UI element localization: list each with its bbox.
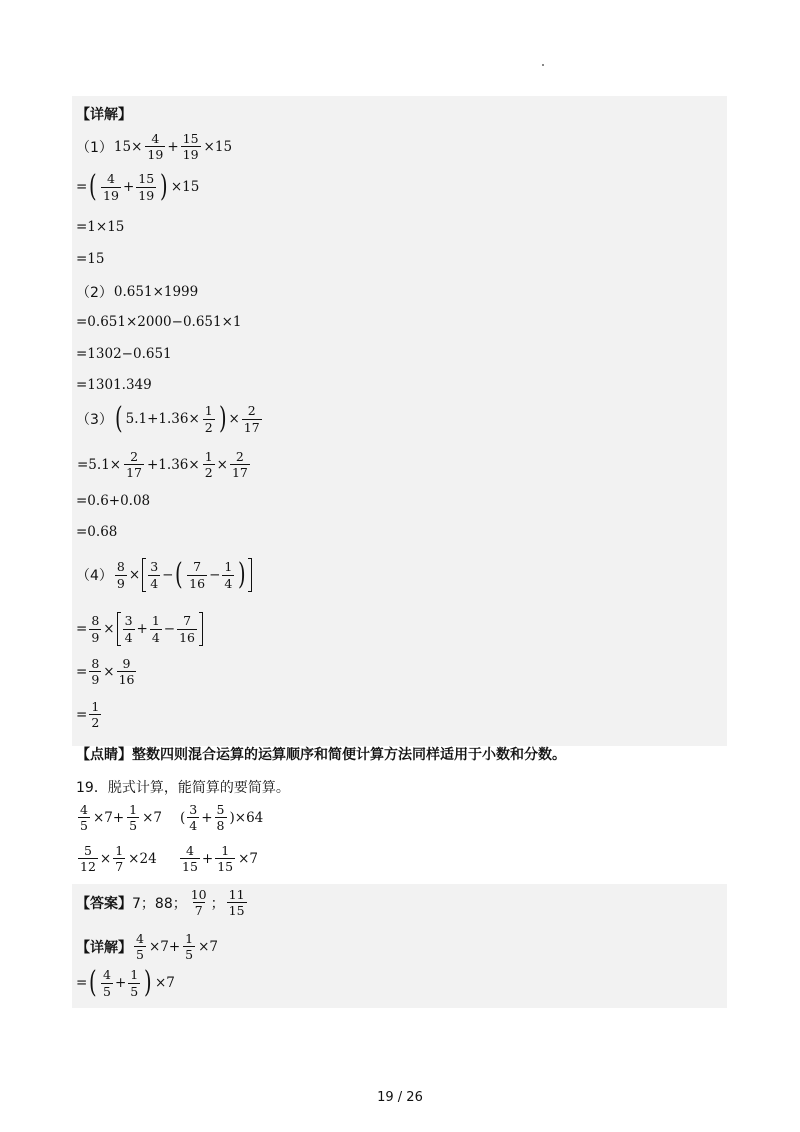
problem-4-step-3: = $\frac{1}{2}$ bbox=[76, 699, 100, 731]
problem-3-step-1: =5.1× $\frac{2}{17}$ +1.36× $\frac{1}{2}$ × $\frac{2}{17}$ bbox=[77, 449, 248, 481]
q19-detail-line: 【详解】 $\frac{4}{5}$ ×7+ $\frac{1}{5}$ ×7 bbox=[76, 931, 219, 963]
q19-expression-3: $\frac{5}{12}$ × $\frac{1}{7}$ ×24 bbox=[80, 843, 157, 875]
problem-3-expression: （3） ( 5.1+1.36× $\frac{1}{2}$ ) × $\frac{2}{17}$ bbox=[76, 401, 260, 436]
problem-4-step-1: = $\frac{8}{9}$ × $\frac{3}{4}$ + $\frac{1}{4}$ − $\frac{7}{16}$ bbox=[76, 612, 205, 646]
detail-label: 【详解】 bbox=[76, 107, 132, 123]
problem-2-step-3: =1301.349 bbox=[76, 377, 152, 393]
q19-expression-1: $\frac{4}{5}$ ×7+ $\frac{1}{5}$ ×7 bbox=[80, 802, 163, 834]
problem-2-step-1: =0.651×2000−0.651×1 bbox=[76, 314, 242, 330]
page-number: 19 / 26 bbox=[377, 1090, 423, 1105]
answer-line: 【答案】 7；88； $\frac{10}{7}$ ； $\frac{11}{15}$ bbox=[76, 887, 245, 919]
q19-expression-4: $\frac{4}{15}$ + $\frac{1}{15}$ ×7 bbox=[182, 843, 259, 875]
scan-speck bbox=[542, 64, 544, 66]
problem-1-step-2: =1×15 bbox=[76, 219, 125, 235]
problem-2-step-2: =1302−0.651 bbox=[76, 346, 172, 362]
problem-1-expression: （1） 15× $\frac{4}{19}$ + $\frac{15}{19}$ ×15 bbox=[76, 131, 233, 163]
question-19-title: 19．脱式计算，能简算的要简算。 bbox=[76, 780, 290, 796]
q19-detail-step-1: = ( $\frac{4}{5}$ + $\frac{1}{5}$ ) ×7 bbox=[76, 965, 175, 1000]
problem-3-step-3: =0.68 bbox=[76, 524, 118, 540]
problem-3-step-2: =0.6+0.08 bbox=[76, 493, 151, 509]
tip-line: 【点睛】 整数四则混合运算的运算顺序和简便计算方法同样适用于小数和分数。 bbox=[76, 747, 566, 763]
problem-2-expression: （2） 0.651×1999 bbox=[76, 284, 199, 301]
problem-1-step-3: =15 bbox=[76, 251, 105, 267]
problem-4-step-2: = $\frac{8}{9}$ × $\frac{9}{16}$ bbox=[76, 656, 135, 688]
q19-expression-2: ( $\frac{3}{4}$ + $\frac{5}{8}$ )×64 bbox=[180, 802, 264, 834]
problem-4-expression: （4） $\frac{8}{9}$ × $\frac{3}{4}$ − ( $\frac{7}{16}$ − $\frac{1}{4}$ ) bbox=[76, 558, 254, 592]
problem-1-step-1: = ( $\frac{4}{19}$ + $\frac{15}{19}$ ) ×15 bbox=[76, 169, 200, 204]
